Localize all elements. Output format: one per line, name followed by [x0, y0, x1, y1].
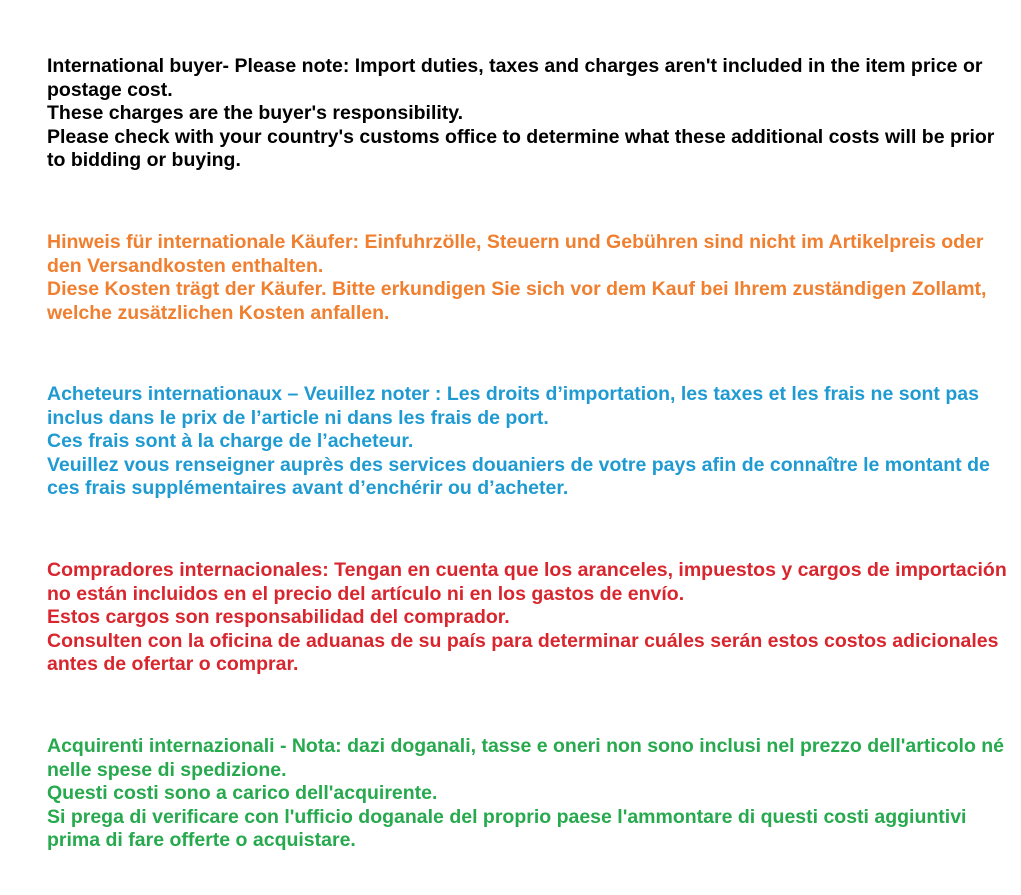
import-notice-spanish: Compradores internacionales: Tengan en cuenta que los aranceles, impuestos y cargos de importación no están incluidos en el precio del artículo ni en los gastos de envío. Estos cargos son responsabilidad del comprador. Consulten con la oficina de aduanas de su país para determinar cuáles serán estos costos adicionales antes de ofertar o comprar.: [47, 559, 1007, 675]
import-notice-french: Acheteurs internationaux – Veuillez noter : Les droits d’importation, les taxes et les frais ne sont pas inclus dans le prix de l’article ni dans les frais de port. Ces frais sont à la charge de l’acheteur. Veuillez vous renseigner auprès des services douaniers de votre pays afin de connaître le montant de ces frais supplémentaires avant d’enchérir ou d’acheter.: [47, 383, 990, 499]
import-notice-german: Hinweis für internationale Käufer: Einfuhrzölle, Steuern und Gebühren sind nicht im Artikelpreis oder den Versandkosten enthalten. Diese Kosten trägt der Käufer. Bitte erkundigen Sie sich vor dem Kauf bei Ihrem zuständigen Zollamt, welche zusätzlichen Kosten anfallen.: [47, 231, 987, 324]
import-notice-italian: Acquirenti internazionali - Nota: dazi doganali, tasse e oneri non sono inclusi nel prezzo dell'articolo né nelle spese di spedizione. Questi costi sono a carico dell'acquirente. Si prega di verificare con l'ufficio doganale del proprio paese l'ammontare di questi costi aggiuntivi prima di fare offerte o acquistare.: [47, 735, 1005, 851]
import-notice-english: International buyer- Please note: Import duties, taxes and charges aren't included in the item price or postage cost. These charges are the buyer's responsibility. Please check with your country's customs office to determine what these additional costs will be prior to bidding or buying.: [47, 55, 995, 171]
